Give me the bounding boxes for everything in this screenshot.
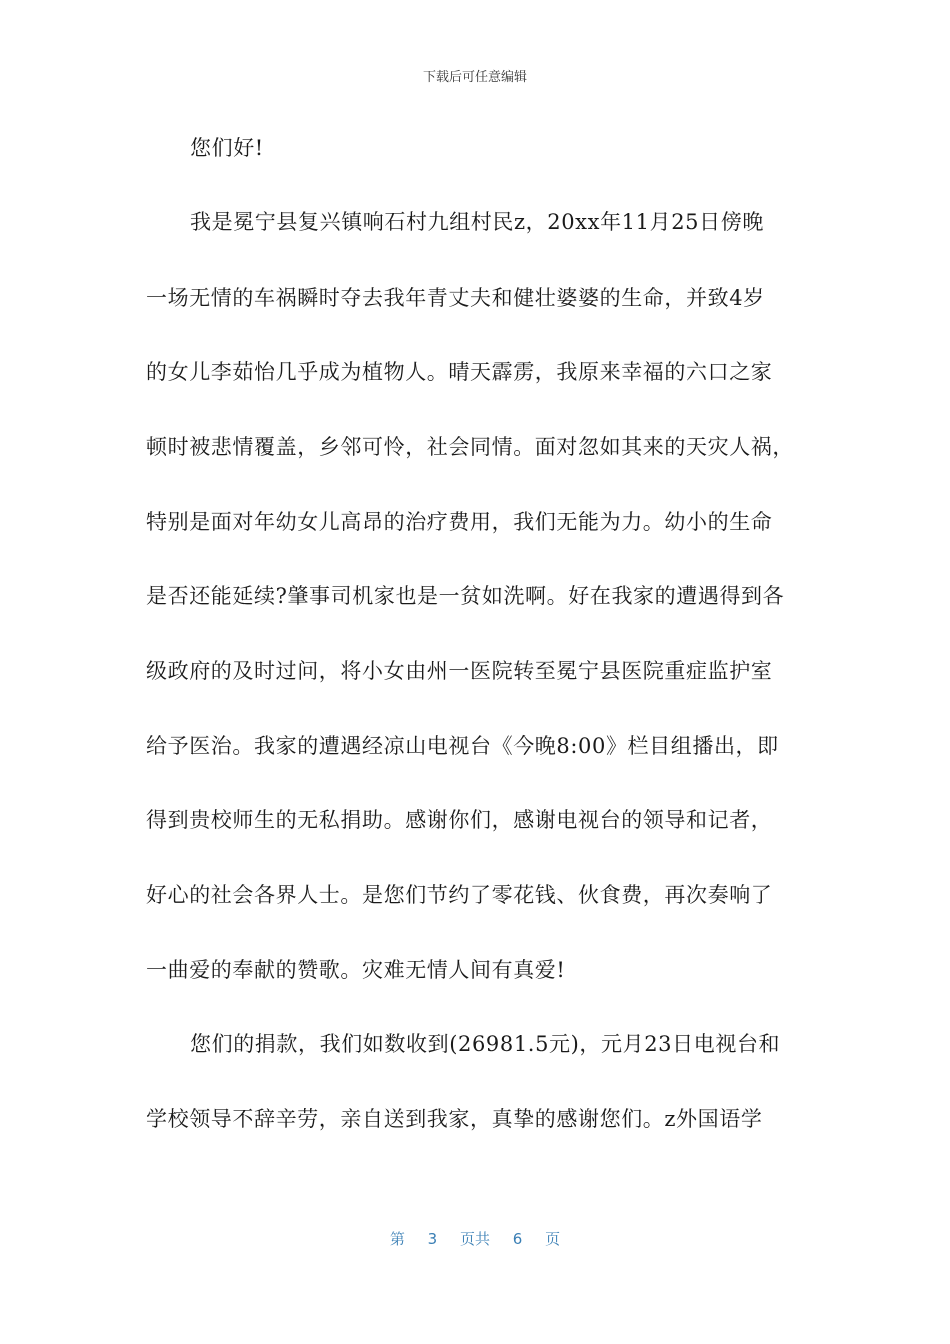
paragraph-line: 学校领导不辞辛劳，亲自送到我家，真挚的感谢您们。z外国语学 (146, 1107, 763, 1131)
greeting-line: 您们好! (190, 136, 264, 160)
paragraph-line: 的女儿李茹怡几乎成为植物人。晴天霹雳，我原来幸福的六口之家 (146, 360, 773, 384)
paragraph-line: 级政府的及时过问，将小女由州一医院转至冕宁县医院重症监护室 (146, 659, 773, 683)
paragraph-line: 您们的捐款，我们如数收到(26981.5元)，元月23日电视台和 (190, 1032, 781, 1056)
paragraph-line: 一曲爱的奉献的赞歌。灾难无情人间有真爱! (146, 958, 566, 982)
paragraph-line: 特别是面对年幼女儿高昂的治疗费用，我们无能为力。幼小的生命 (146, 510, 773, 534)
paragraph-line: 一场无情的车祸瞬时夺去我年青丈夫和健壮婆婆的生命，并致4岁 (146, 286, 765, 310)
paragraph-line: 是否还能延续?肇事司机家也是一贫如洗啊。好在我家的遭遇得到各 (146, 584, 785, 608)
page-header: 下载后可任意编辑 (422, 70, 527, 85)
paragraph-line: 好心的社会各界人士。是您们节约了零花钱、伙食费，再次奏响了 (146, 883, 773, 907)
paragraph-line: 得到贵校师生的无私捐助。感谢你们，感谢电视台的领导和记者， (146, 808, 773, 832)
page-footer: 第 3 页共 6 页 (389, 1230, 561, 1248)
paragraph-line: 我是冕宁县复兴镇响石村九组村民z，20xx年11月25日傍晚 (190, 210, 764, 234)
paragraph-line: 给予医治。我家的遭遇经凉山电视台《今晚8:00》栏目组播出，即 (146, 734, 779, 758)
paragraph-line: 顿时被悲情覆盖，乡邻可怜，社会同情。面对忽如其来的天灾人祸， (146, 435, 794, 459)
